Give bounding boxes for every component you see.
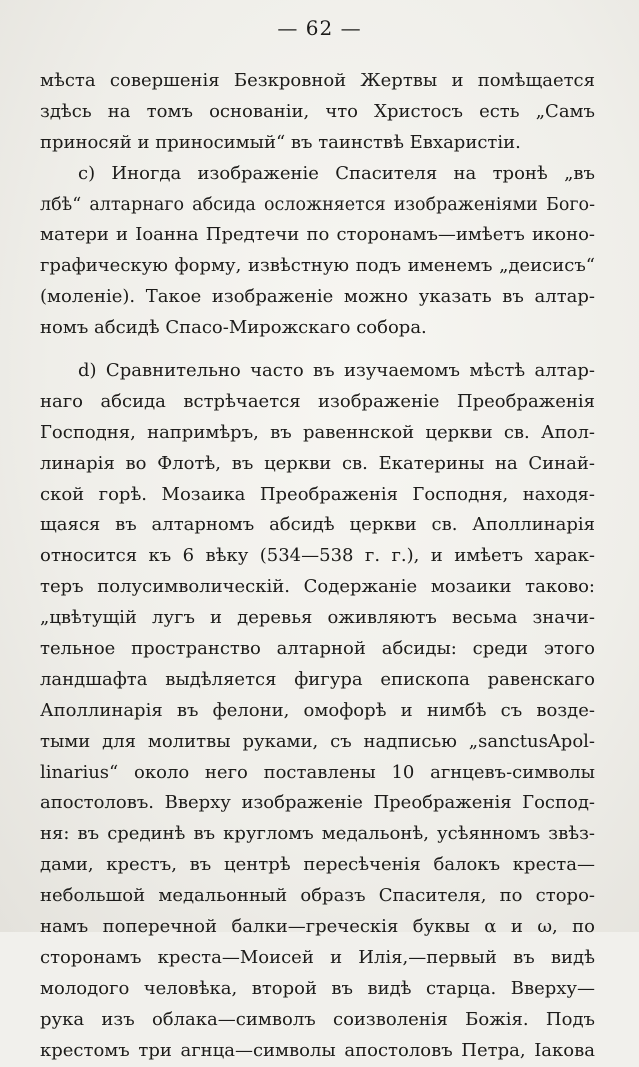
text-line: матери и Іоанна Предтечи по сторонамъ—имѣетъ иконо-	[40, 224, 595, 246]
text-line: щаяся въ алтарномъ абсидѣ церкви св. Аполлинарія	[40, 514, 595, 536]
text-line: намъ поперечной балки—греческія буквы α и ω, по	[40, 916, 595, 938]
paragraph-c	[40, 159, 595, 344]
paragraph-1	[40, 66, 595, 159]
text-line: небольшой медальонный образъ Спасителя, по сторо-	[40, 885, 595, 907]
text-line: молодого человѣка, второй въ видѣ старца. Вверху—	[40, 977, 595, 999]
text-line: сторонамъ креста—Моисей и Илія,—первый въ видѣ	[40, 946, 595, 968]
text-line: linarius“ около него поставлены 10 агнцевъ-символы	[40, 761, 595, 783]
text-line: „цвѣтущій лугъ и деревья оживляютъ весьма значи-	[40, 607, 595, 629]
body-text	[40, 66, 595, 1067]
text-line: (моленіе). Такое изображеніе можно указать въ алтар-	[40, 286, 595, 308]
text-line: рука изъ облака—символъ соизволенія Божія. Подъ	[40, 1008, 595, 1030]
text-line: апостоловъ. Вверху изображеніе Преображенія Господ-	[40, 792, 595, 814]
text-line: крестомъ три агнца—символы апостоловъ Петра, Іакова	[40, 1039, 595, 1061]
text-line: Господня, напримѣръ, въ равеннской церкви св. Апол-	[40, 421, 595, 443]
page-number: — 62 —	[277, 16, 362, 40]
paragraph-d	[40, 356, 595, 1066]
text-line: ской горѣ. Мозаика Преображенія Господня, находя-	[40, 483, 595, 505]
text-line: лбѣ“ алтарнаго абсида осложняется изображеніями Бого-	[40, 194, 595, 215]
text-line: относится къ 6 вѣку (534—538 г. г.), и имѣетъ харак-	[40, 545, 595, 567]
paragraph-gap	[40, 344, 595, 356]
text-line: теръ полусимволическій. Содержаніе мозаики таково:	[40, 576, 595, 598]
text-line: тыми для молитвы руками, съ надписью „sanctusApol-	[40, 730, 595, 752]
text-line: тельное пространство алтарной абсиды: среди этого	[40, 638, 595, 660]
text-line: приносяй и приносимый“ въ таинствѣ Евхаристіи.	[40, 131, 521, 153]
text-line: ня: въ срединѣ въ кругломъ медальонѣ, усѣянномъ звѣз-	[40, 823, 595, 845]
text-line: d) Сравнительно часто въ изучаемомъ мѣстѣ алтар-	[78, 360, 595, 382]
text-line: ландшафта выдѣляется фигура епископа равенскаго	[40, 668, 595, 690]
text-line: дами, крестъ, въ центрѣ пересѣченія балокъ креста—	[40, 854, 595, 876]
text-line: здѣсь на томъ основаніи, что Христосъ есть „Самъ	[40, 100, 595, 122]
text-line: линарія во Флотѣ, въ церкви св. Екатерины на Синай-	[40, 452, 595, 474]
text-line: c) Иногда изображеніе Спасителя на тронѣ „въ	[78, 162, 595, 184]
text-line: наго абсида встрѣчается изображеніе Преображенія	[40, 390, 595, 412]
text-line: графическую форму, извѣстную подъ именемъ „деисисъ“	[40, 255, 595, 277]
text-line: Аполлинарія въ фелони, омофорѣ и нимбѣ съ возде-	[40, 699, 595, 721]
text-line: мѣста совершенія Безкровной Жертвы и помѣщается	[40, 70, 595, 91]
text-line: номъ абсидѣ Спасо-Мирожскаго собора.	[40, 317, 427, 339]
